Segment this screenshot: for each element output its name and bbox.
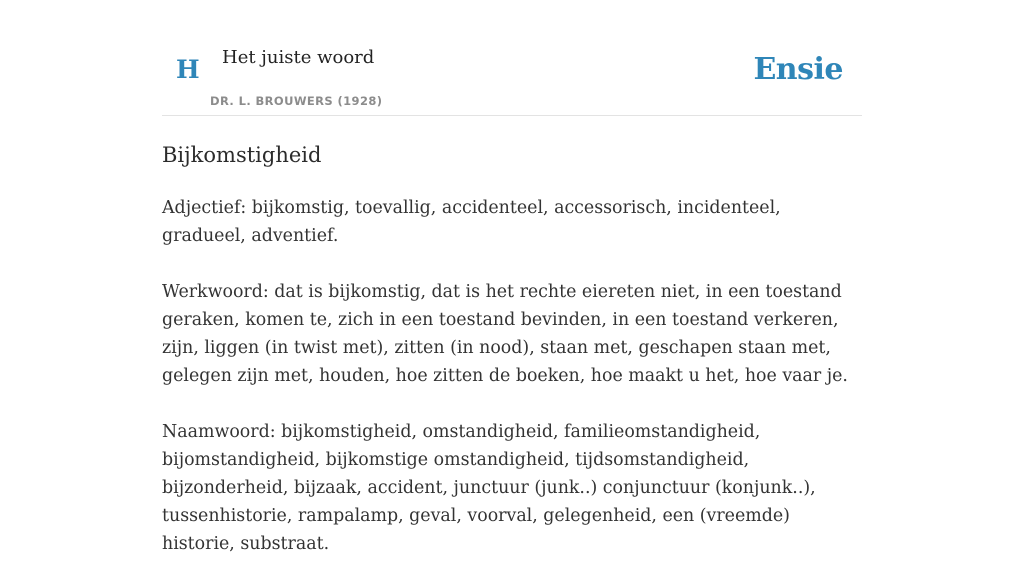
- book-logo-icon[interactable]: H: [176, 55, 200, 84]
- book-title[interactable]: Het juiste woord: [222, 47, 375, 68]
- brand-logo[interactable]: Ensie: [753, 52, 843, 87]
- header: [162, 0, 862, 116]
- entry-title: Bijkomstigheid: [162, 143, 322, 167]
- entry-paragraph-adjectief: Adjectief: bijkomstig, toevallig, accidenteel, accessorisch, incidenteel, gradueel, adventief.: [162, 198, 781, 246]
- entry-paragraph-naamwoord: Naamwoord: bijkomstigheid, omstandigheid, familieomstandigheid, bijomstandigheid, bijkomstige omstandigheid, tijdsomstandigheid, bijzonderheid, bijzaak, accident, junctuur (junk..) conjunctuur (konjunk..), tussenhistorie, rampalamp, geval, voorval, gelegenheid, een (vreemde) historie, substraat.: [162, 422, 816, 554]
- entry-paragraph-werkwoord: Werkwoord: dat is bijkomstig, dat is het rechte eiereten niet, in een toestand geraken, komen te, zich in een toestand bevinden, in een toestand verkeren, zijn, liggen (in twist met), zitten (in nood), staan met, geschapen staan met, gelegen zijn met, houden, hoe zitten de boeken, hoe maakt u het, hoe vaar je.: [162, 282, 848, 386]
- entry-content: [162, 140, 862, 586]
- book-author: DR. L. BROUWERS (1928): [210, 94, 383, 108]
